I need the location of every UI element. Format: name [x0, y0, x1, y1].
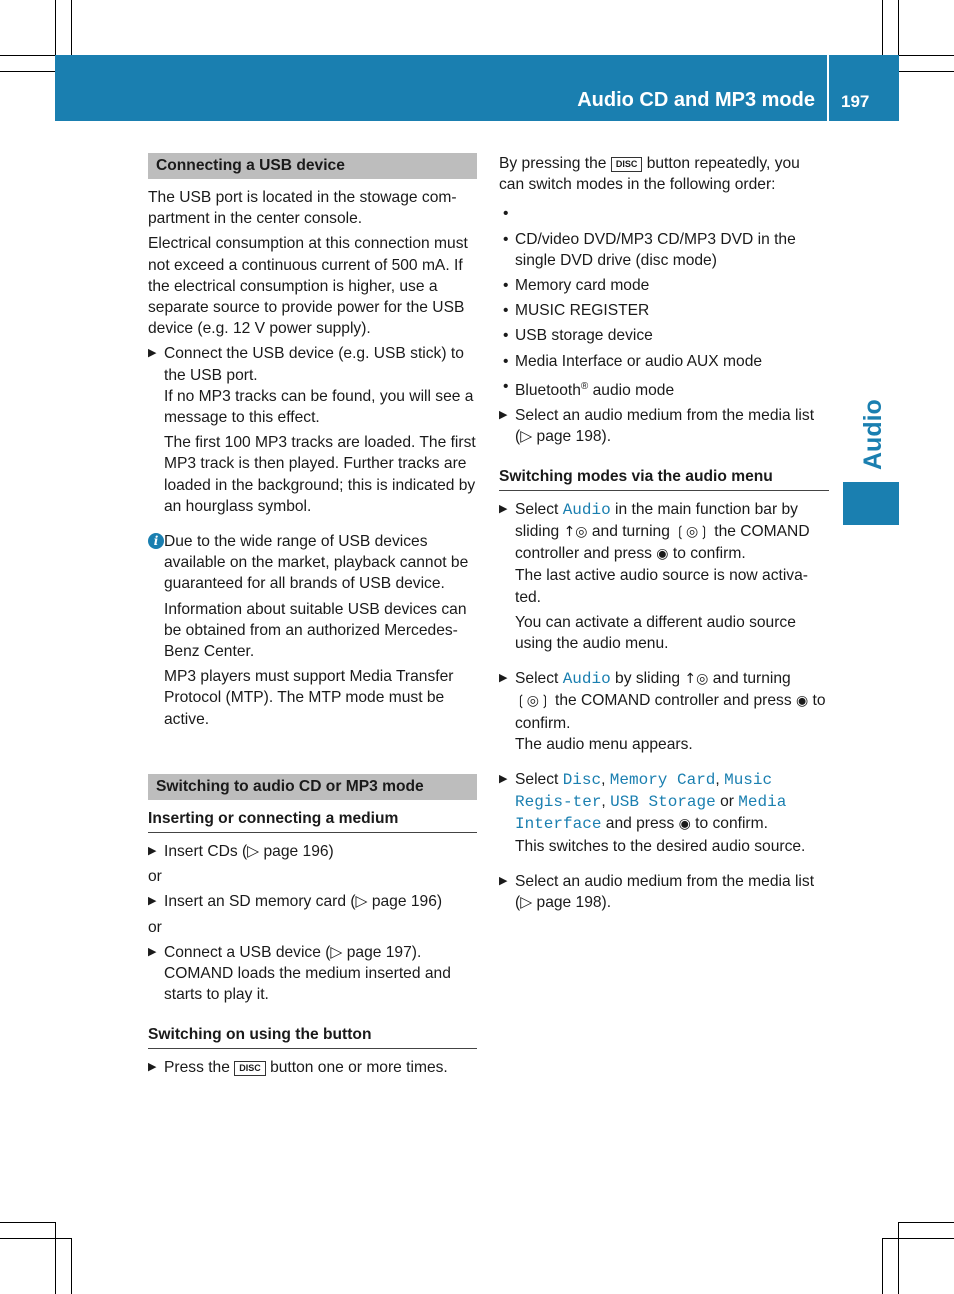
step	[148, 343, 477, 517]
list-item-text: audio mode	[592, 382, 675, 400]
step-result: The audio menu appears.	[515, 735, 693, 753]
crop-mark	[0, 55, 56, 56]
subsection-heading: Switching on using the button	[148, 1024, 477, 1049]
crop-mark	[55, 1222, 56, 1294]
crop-mark	[898, 1222, 954, 1223]
subsection-heading: Inserting or connecting a medium	[148, 808, 477, 833]
list-item	[499, 229, 829, 271]
step-result: COMAND loads the medium inserted and starts to play it.	[164, 965, 451, 1004]
paragraph: Electrical consumption at this connection must not exceed a continuous current of 500 mA. If the electrical consumption is higher, use a separate source to provide power for the USB device (e.g. 12 V power supply).	[148, 235, 468, 338]
step-arrow-icon: ▶	[499, 773, 508, 786]
info-icon: i	[148, 533, 164, 549]
step-arrow-icon: ▶	[148, 1060, 157, 1073]
menu-item-disc: Disc	[562, 771, 602, 790]
disc-key: DISC	[234, 1061, 266, 1076]
note-text: Due to the wide range of USB devices available on the market, playback cannot be guaranteed for all brands of USB device.	[164, 533, 469, 593]
menu-item-audio: Audio	[562, 500, 611, 519]
list-item-text: Media Interface or audio AUX mode	[515, 352, 763, 370]
step	[148, 891, 477, 912]
step-arrow-icon: ▶	[148, 945, 157, 958]
right-column	[499, 153, 829, 917]
crop-mark	[71, 1238, 72, 1294]
crop-mark	[882, 0, 883, 56]
bullet-icon: •	[503, 327, 509, 345]
list-item-text: USB storage device	[515, 327, 653, 345]
press-controller-icon: ◉	[795, 693, 809, 710]
crop-mark	[71, 0, 72, 56]
note-text: Information about suitable USB devices can be obtained from an authorized Mercedes-Benz Center.	[164, 600, 467, 661]
step-result: The first 100 MP3 tracks are loaded. The first MP3 track is then played. Further tracks are loaded in the background; this is indicated by an hourglass symbol.	[164, 434, 476, 515]
bullet-icon: •	[503, 230, 509, 248]
page-number: 197	[841, 92, 870, 111]
list-item-text: Memory card mode	[515, 277, 650, 295]
step-text: Connect a USB device (▷ page 197).	[164, 943, 422, 961]
crop-mark	[882, 1238, 954, 1239]
or-text: or	[148, 918, 162, 936]
step-arrow-icon: ▶	[148, 347, 157, 360]
registered-mark: ®	[580, 380, 589, 392]
bullet-icon: •	[503, 377, 509, 395]
press-controller-icon: ◉	[678, 816, 691, 833]
page-header	[55, 55, 899, 121]
step	[499, 668, 829, 755]
step	[499, 405, 829, 447]
list-item	[499, 325, 829, 346]
disc-key: DISC	[611, 157, 643, 172]
step-text: Select Disc, Memory Card, Music Regis-ter, USB Storage or Media Interface and press ◉ to confirm.	[515, 771, 787, 834]
note-text: MP3 players must support Media Transfer Protocol (MTP). The MTP mode must be active.	[164, 668, 454, 728]
mode-list	[499, 203, 829, 401]
crop-mark	[0, 1222, 56, 1223]
step-text: Select an audio medium from the media list (▷ page 198).	[515, 407, 815, 446]
step-arrow-icon: ▶	[148, 845, 157, 858]
info-note	[148, 531, 477, 730]
step	[148, 942, 477, 1006]
header-divider	[827, 55, 829, 121]
list-item	[499, 376, 829, 401]
list-item-text: CD/video DVD/MP3 CD/MP3 DVD in the single DVD drive (disc mode)	[515, 230, 796, 269]
side-tab-marker	[843, 482, 899, 525]
list-item	[499, 300, 829, 321]
page-title: Audio CD and MP3 mode	[577, 89, 815, 111]
slide-up-icon: ↑◎	[684, 671, 709, 688]
turn-controller-icon: ❲◎❳	[674, 524, 710, 541]
turn-controller-icon: ❲◎❳	[515, 693, 551, 710]
menu-item-memory-card: Memory Card	[609, 771, 716, 790]
bullet-icon: •	[503, 205, 509, 223]
menu-item-media-interface: Media Interface	[515, 793, 787, 834]
crop-mark	[898, 55, 954, 56]
step-arrow-icon: ▶	[499, 672, 508, 685]
paragraph	[499, 153, 829, 195]
bullet-icon: •	[503, 277, 509, 295]
press-controller-icon: ◉	[656, 546, 669, 563]
list-item	[499, 203, 829, 224]
step-arrow-icon: ▶	[499, 409, 508, 422]
step-text: button one or more times.	[270, 1058, 448, 1076]
step-result: You can activate a different audio source using the audio menu.	[515, 613, 796, 653]
paragraph: The USB port is located in the stowage com-partment in the center console.	[148, 189, 457, 228]
menu-item-usb-storage: USB Storage	[610, 793, 716, 812]
crop-mark	[898, 71, 954, 72]
crop-mark	[898, 0, 899, 56]
slide-up-icon: ↑◎	[563, 524, 588, 541]
step-text: Connect the USB device (e.g. USB stick) to the USB port.	[164, 345, 464, 384]
list-item-text: MUSIC REGISTER	[515, 302, 650, 320]
crop-mark	[898, 1222, 899, 1294]
intro-text: By pressing the	[499, 155, 607, 172]
step-text: Insert an SD memory card (▷ page 196)	[164, 893, 443, 911]
menu-item-audio: Audio	[562, 670, 611, 689]
crop-mark	[882, 1238, 883, 1294]
step-result: The last active audio source is now activa-ted.	[515, 567, 808, 606]
step-arrow-icon: ▶	[148, 895, 157, 908]
section-heading: Switching to audio CD or MP3 mode	[148, 774, 477, 800]
list-item-text: Bluetooth	[515, 382, 581, 400]
subsection-heading: Switching modes via the audio menu	[499, 466, 829, 491]
list-item	[499, 351, 829, 372]
crop-mark	[0, 1238, 72, 1239]
step-result: This switches to the desired audio source.	[515, 837, 806, 855]
list-item	[499, 275, 829, 296]
step-text: Insert CDs (▷ page 196)	[164, 843, 334, 861]
side-tab-label: Audio	[859, 399, 887, 470]
crop-mark	[55, 0, 56, 56]
step-arrow-icon: ▶	[499, 502, 508, 515]
bullet-icon: •	[503, 302, 509, 320]
step-text: Select Audio by sliding ↑◎ and turning ❲◎❳ the COMAND controller and press ◉ to confirm.	[515, 670, 826, 732]
step	[148, 841, 477, 862]
left-column	[148, 153, 477, 1082]
or-text: or	[148, 868, 162, 886]
intro-text: button repeatedly, you can switch modes in the following order:	[499, 155, 800, 194]
step-text: Select Audio in the main function bar by sliding ↑◎ and turning ❲◎❳ the COMAND controller and press ◉ to confirm.	[515, 500, 810, 563]
step	[499, 871, 829, 913]
crop-mark	[0, 71, 56, 72]
step	[148, 1057, 477, 1078]
step	[499, 499, 829, 654]
menu-item-music-register: Music Regis-ter	[515, 771, 773, 812]
section-heading: Connecting a USB device	[148, 153, 477, 179]
step-arrow-icon: ▶	[499, 874, 508, 887]
bullet-icon: •	[503, 352, 509, 370]
step-text: Select an audio medium from the media list (▷ page 198).	[515, 872, 815, 912]
step-text: Press the	[164, 1058, 230, 1076]
step	[499, 769, 829, 857]
step-result: If no MP3 tracks can be found, you will see a message to this effect.	[164, 387, 474, 427]
